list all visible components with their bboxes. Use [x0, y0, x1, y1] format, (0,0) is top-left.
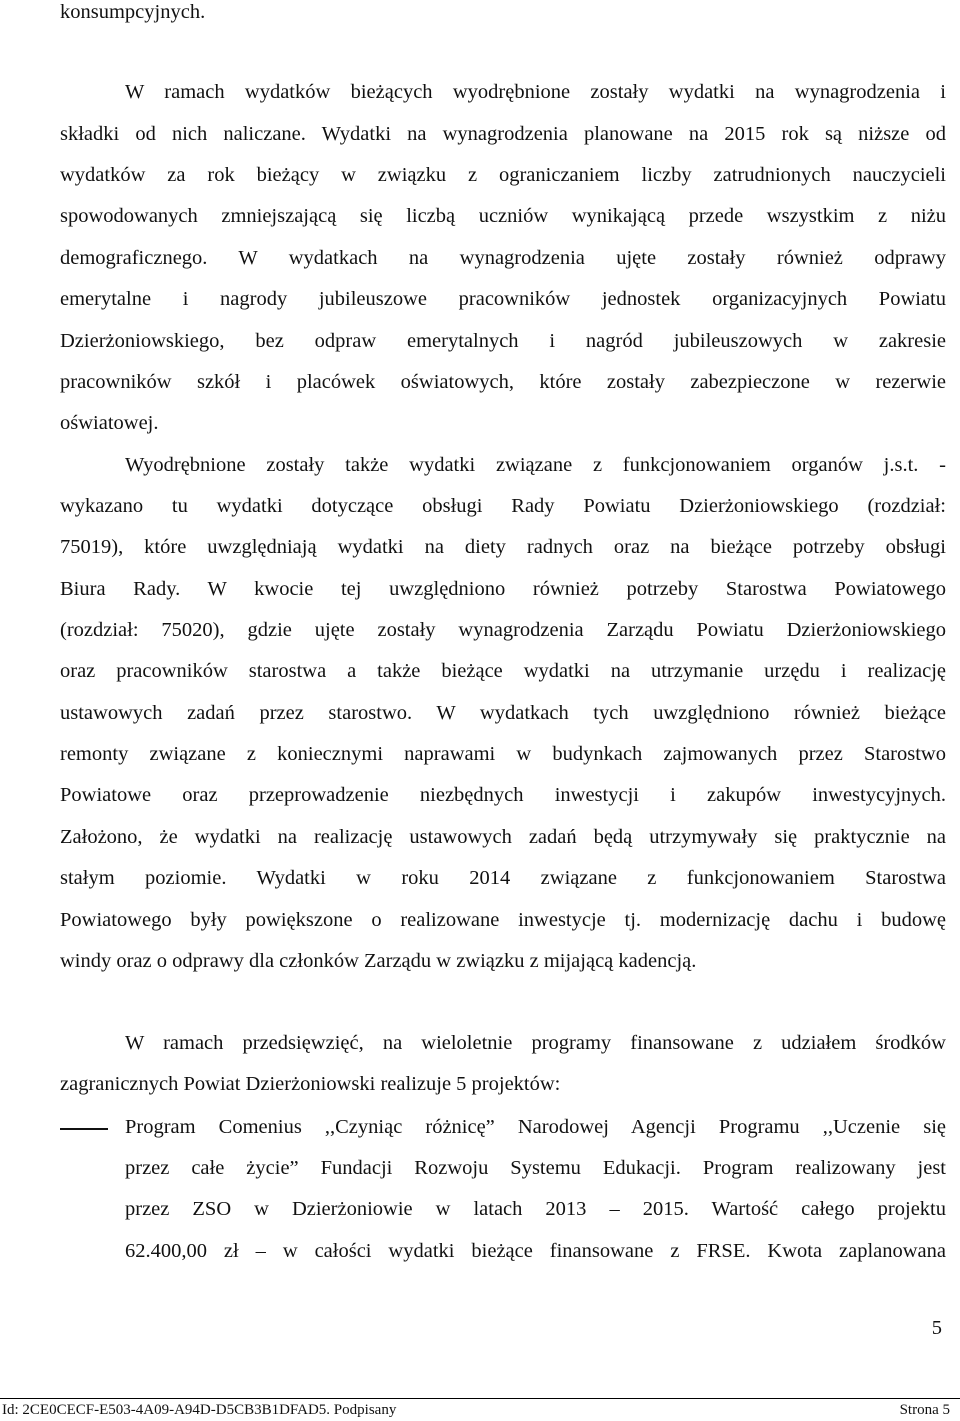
list-item-line: przez całe życie” Fundacji Rozwoju Systemu Edukacji. Program realizowany jest	[125, 1157, 946, 1179]
text-line: wykazano tu wydatki dotyczące obsługi Rady Powiatu Dzierżoniowskiego (rozdział:	[60, 495, 946, 517]
footer	[0, 1399, 960, 1421]
text-line: ustawowych zadań przez starostwo. W wydatkach tych uwzględniono również bieżące	[60, 702, 946, 724]
text-line: demograficznego. W wydatkach na wynagrodzenia ujęte zostały również odprawy	[60, 247, 946, 269]
text-line: stałym poziomie. Wydatki w roku 2014 związane z funkcjonowaniem Starostwa	[60, 867, 946, 889]
paragraph-first-line: Wyodrębnione zostały także wydatki związane z funkcjonowaniem organów j.s.t. -	[125, 454, 946, 476]
text-line: pracowników szkół i placówek oświatowych, które zostały zabezpieczone w rezerwie	[60, 371, 946, 393]
text-line: windy oraz o odprawy dla członków Zarządu w związku z mijającą kadencją.	[60, 950, 697, 972]
list-bullet-dash	[60, 1128, 108, 1130]
text-line: Dzierżoniowskiego, bez odpraw emerytalnych i nagród jubileuszowych w zakresie	[60, 330, 946, 352]
text-line: emerytalne i nagrody jubileuszowe pracowników jednostek organizacyjnych Powiatu	[60, 288, 946, 310]
text-line: Powiatowego były powiększone o realizowane inwestycje tj. modernizację dachu i budowę	[60, 909, 946, 931]
text-line: Biura Rady. W kwocie tej uwzględniono również potrzeby Starostwa Powiatowego	[60, 578, 946, 600]
text-line: konsumpcyjnych.	[60, 1, 206, 23]
list-item-line: przez ZSO w Dzierżoniowie w latach 2013 – 2015. Wartość całego projektu	[125, 1198, 946, 1220]
list-item-line: 62.400,00 zł – w całości wydatki bieżące finansowane z FRSE. Kwota zaplanowana	[125, 1240, 946, 1262]
footer-id-text: Id: 2CE0CECF-E503-4A09-A94D-D5CB3B1DFAD5. Podpisany	[2, 1402, 397, 1418]
text-line: oraz pracowników starostwa a także bieżące wydatki na utrzymanie urzędu i realizację	[60, 660, 946, 682]
text-line: wydatków za rok bieżący w związku z ograniczaniem liczby zatrudnionych nauczycieli	[60, 164, 946, 186]
text-line: składki od nich naliczane. Wydatki na wynagrodzenia planowane na 2015 rok są niższe od	[60, 123, 946, 145]
text-line: (rozdział: 75020), gdzie ujęte zostały wynagrodzenia Zarządu Powiatu Dzierżoniowskiego	[60, 619, 946, 641]
page-number: 5	[931, 1317, 942, 1339]
text-line: spowodowanych zmniejszającą się liczbą uczniów wynikającą przede wszystkim z niżu	[60, 205, 946, 227]
text-line: 75019), które uwzględniają wydatki na diety radnych oraz na bieżące potrzeby obsługi	[60, 536, 946, 558]
list-item-line: Program Comenius ,,Czyniąc różnicę” Narodowej Agencji Programu ,,Uczenie się	[125, 1116, 946, 1138]
text-line: oświatowej.	[60, 412, 159, 434]
text-line: Założono, że wydatki na realizację ustawowych zadań będą utrzymywały się praktycznie na	[60, 826, 946, 848]
paragraph-first-line: W ramach wydatków bieżących wyodrębnione zostały wydatki na wynagrodzenia i	[125, 81, 946, 103]
text-line: Powiatowe oraz przeprowadzenie niezbędnych inwestycji i zakupów inwestycyjnych.	[60, 784, 946, 806]
text-line: zagranicznych Powiat Dzierżoniowski realizuje 5 projektów:	[60, 1073, 561, 1095]
text-line: remonty związane z koniecznymi naprawami w budynkach zajmowanych przez Starostwo	[60, 743, 946, 765]
footer-page-label: Strona 5	[899, 1402, 950, 1418]
paragraph-first-line: W ramach przedsięwzięć, na wieloletnie programy finansowane z udziałem środków	[125, 1032, 946, 1054]
